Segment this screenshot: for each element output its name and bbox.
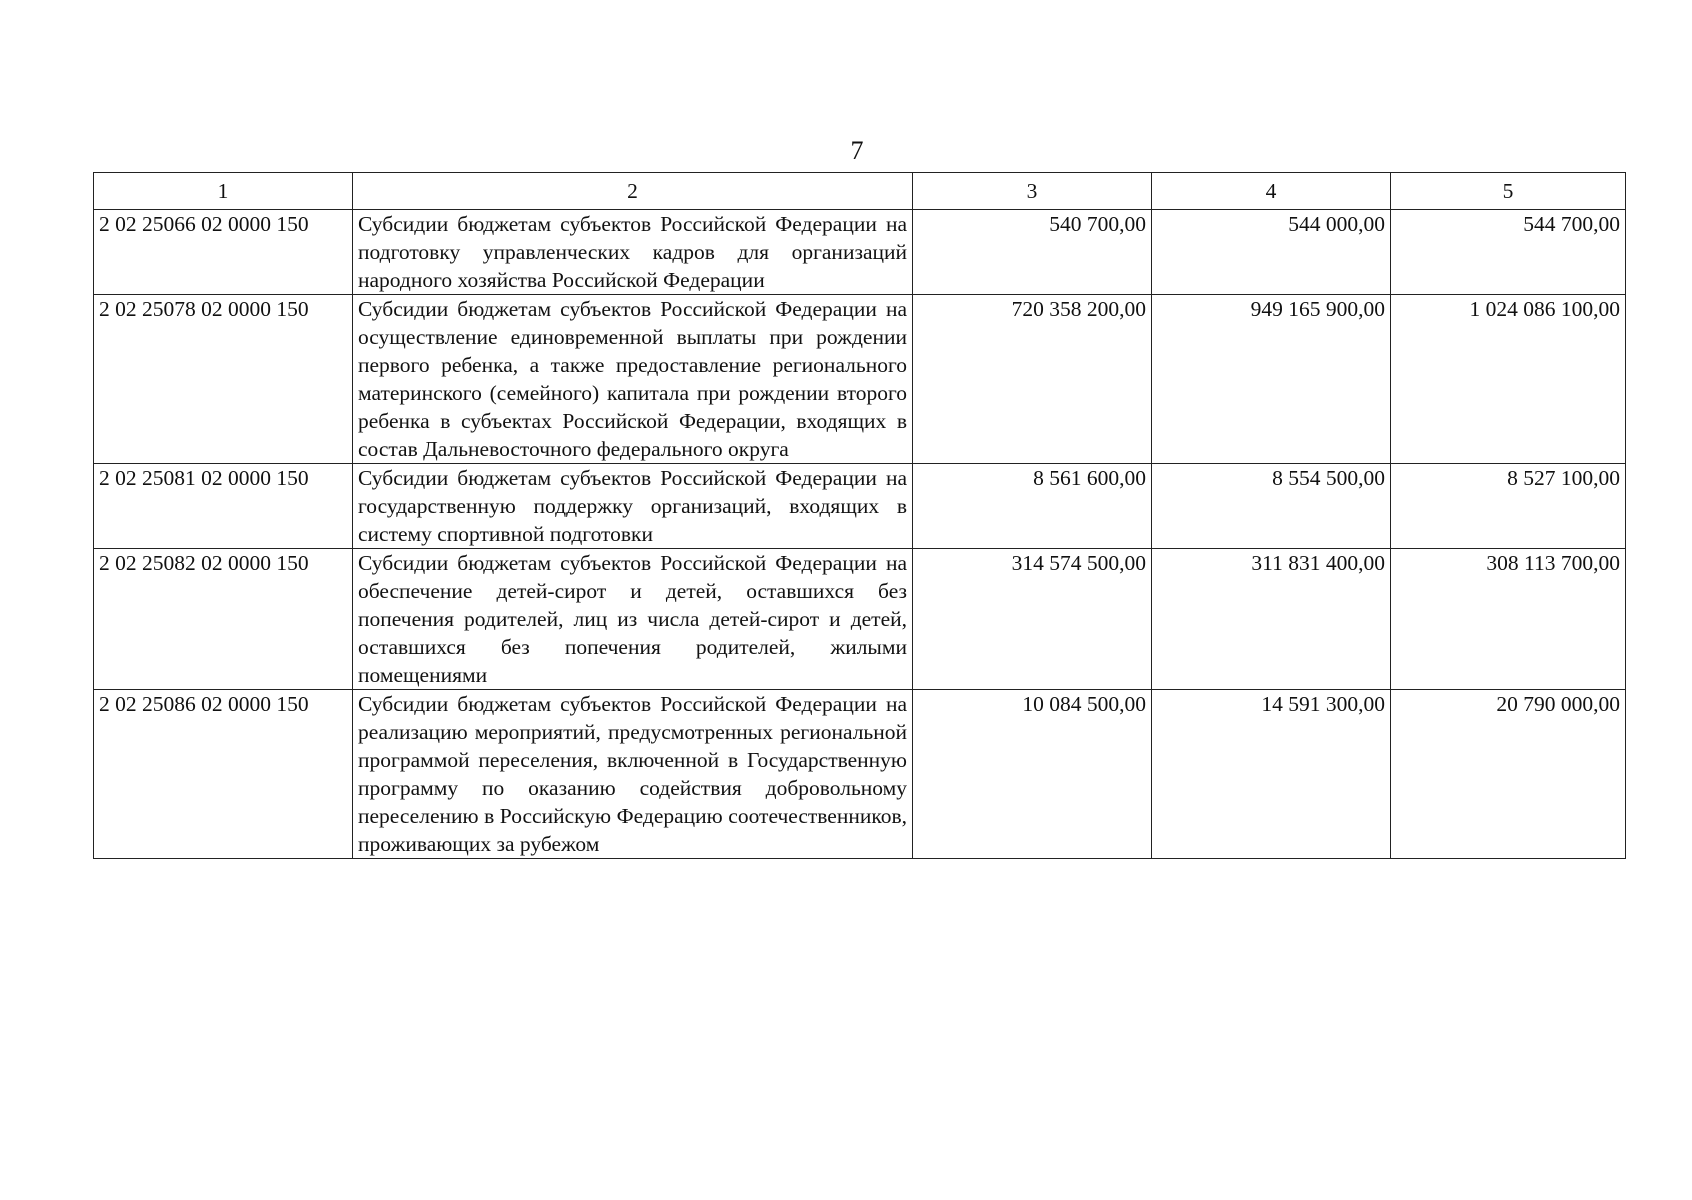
table-row [94,295,1626,464]
amount-col-3: 720 358 200,00 [913,295,1152,464]
column-header-5: 5 [1391,173,1626,210]
budget-code: 2 02 25086 02 0000 150 [94,690,353,859]
amount-col-3: 540 700,00 [913,210,1152,295]
amount-col-5: 20 790 000,00 [1391,690,1626,859]
amount-col-4: 544 000,00 [1152,210,1391,295]
amount-col-4: 14 591 300,00 [1152,690,1391,859]
header-row [94,173,1626,210]
amount-col-3: 10 084 500,00 [913,690,1152,859]
column-header-3: 3 [913,173,1152,210]
row-description: Субсидии бюджетам субъектов Российской Федерации на обеспечение детей-сирот и детей, оставшихся без попечения родителей, лиц из числа детей-сирот и детей, оставшихся без попечения родителей, жилыми помещениями [353,549,913,690]
row-description: Субсидии бюджетам субъектов Российской Федерации на государственную поддержку организаций, входящих в систему спортивной подготовки [353,464,913,549]
amount-col-5: 1 024 086 100,00 [1391,295,1626,464]
amount-col-4: 949 165 900,00 [1152,295,1391,464]
amount-col-5: 308 113 700,00 [1391,549,1626,690]
budget-code: 2 02 25078 02 0000 150 [94,295,353,464]
column-header-2: 2 [353,173,913,210]
table-row [94,690,1626,859]
budget-table [93,172,1626,859]
table-row [94,549,1626,690]
amount-col-5: 8 527 100,00 [1391,464,1626,549]
table-row [94,464,1626,549]
budget-code: 2 02 25066 02 0000 150 [94,210,353,295]
row-description: Субсидии бюджетам субъектов Российской Федерации на реализацию мероприятий, предусмотренных региональной программой переселения, включенной в Государственную программу по оказанию содействия добровольному переселению в Российскую Федерацию соотечественников, проживающих за рубежом [353,690,913,859]
amount-col-3: 8 561 600,00 [913,464,1152,549]
amount-col-3: 314 574 500,00 [913,549,1152,690]
table-row [94,210,1626,295]
amount-col-4: 8 554 500,00 [1152,464,1391,549]
row-description: Субсидии бюджетам субъектов Российской Федерации на подготовку управленческих кадров для организаций народного хозяйства Российской Федерации [353,210,913,295]
column-header-4: 4 [1152,173,1391,210]
page-number: 7 [850,136,864,165]
budget-code: 2 02 25082 02 0000 150 [94,549,353,690]
amount-col-4: 311 831 400,00 [1152,549,1391,690]
budget-code: 2 02 25081 02 0000 150 [94,464,353,549]
amount-col-5: 544 700,00 [1391,210,1626,295]
row-description: Субсидии бюджетам субъектов Российской Федерации на осуществление единовременной выплаты при рождении первого ребенка, а также предоставление регионального материнского (семейного) капитала при рождении второго ребенка в субъектах Российской Федерации, входящих в состав Дальневосточного федерального округа [353,295,913,464]
column-header-1: 1 [94,173,353,210]
